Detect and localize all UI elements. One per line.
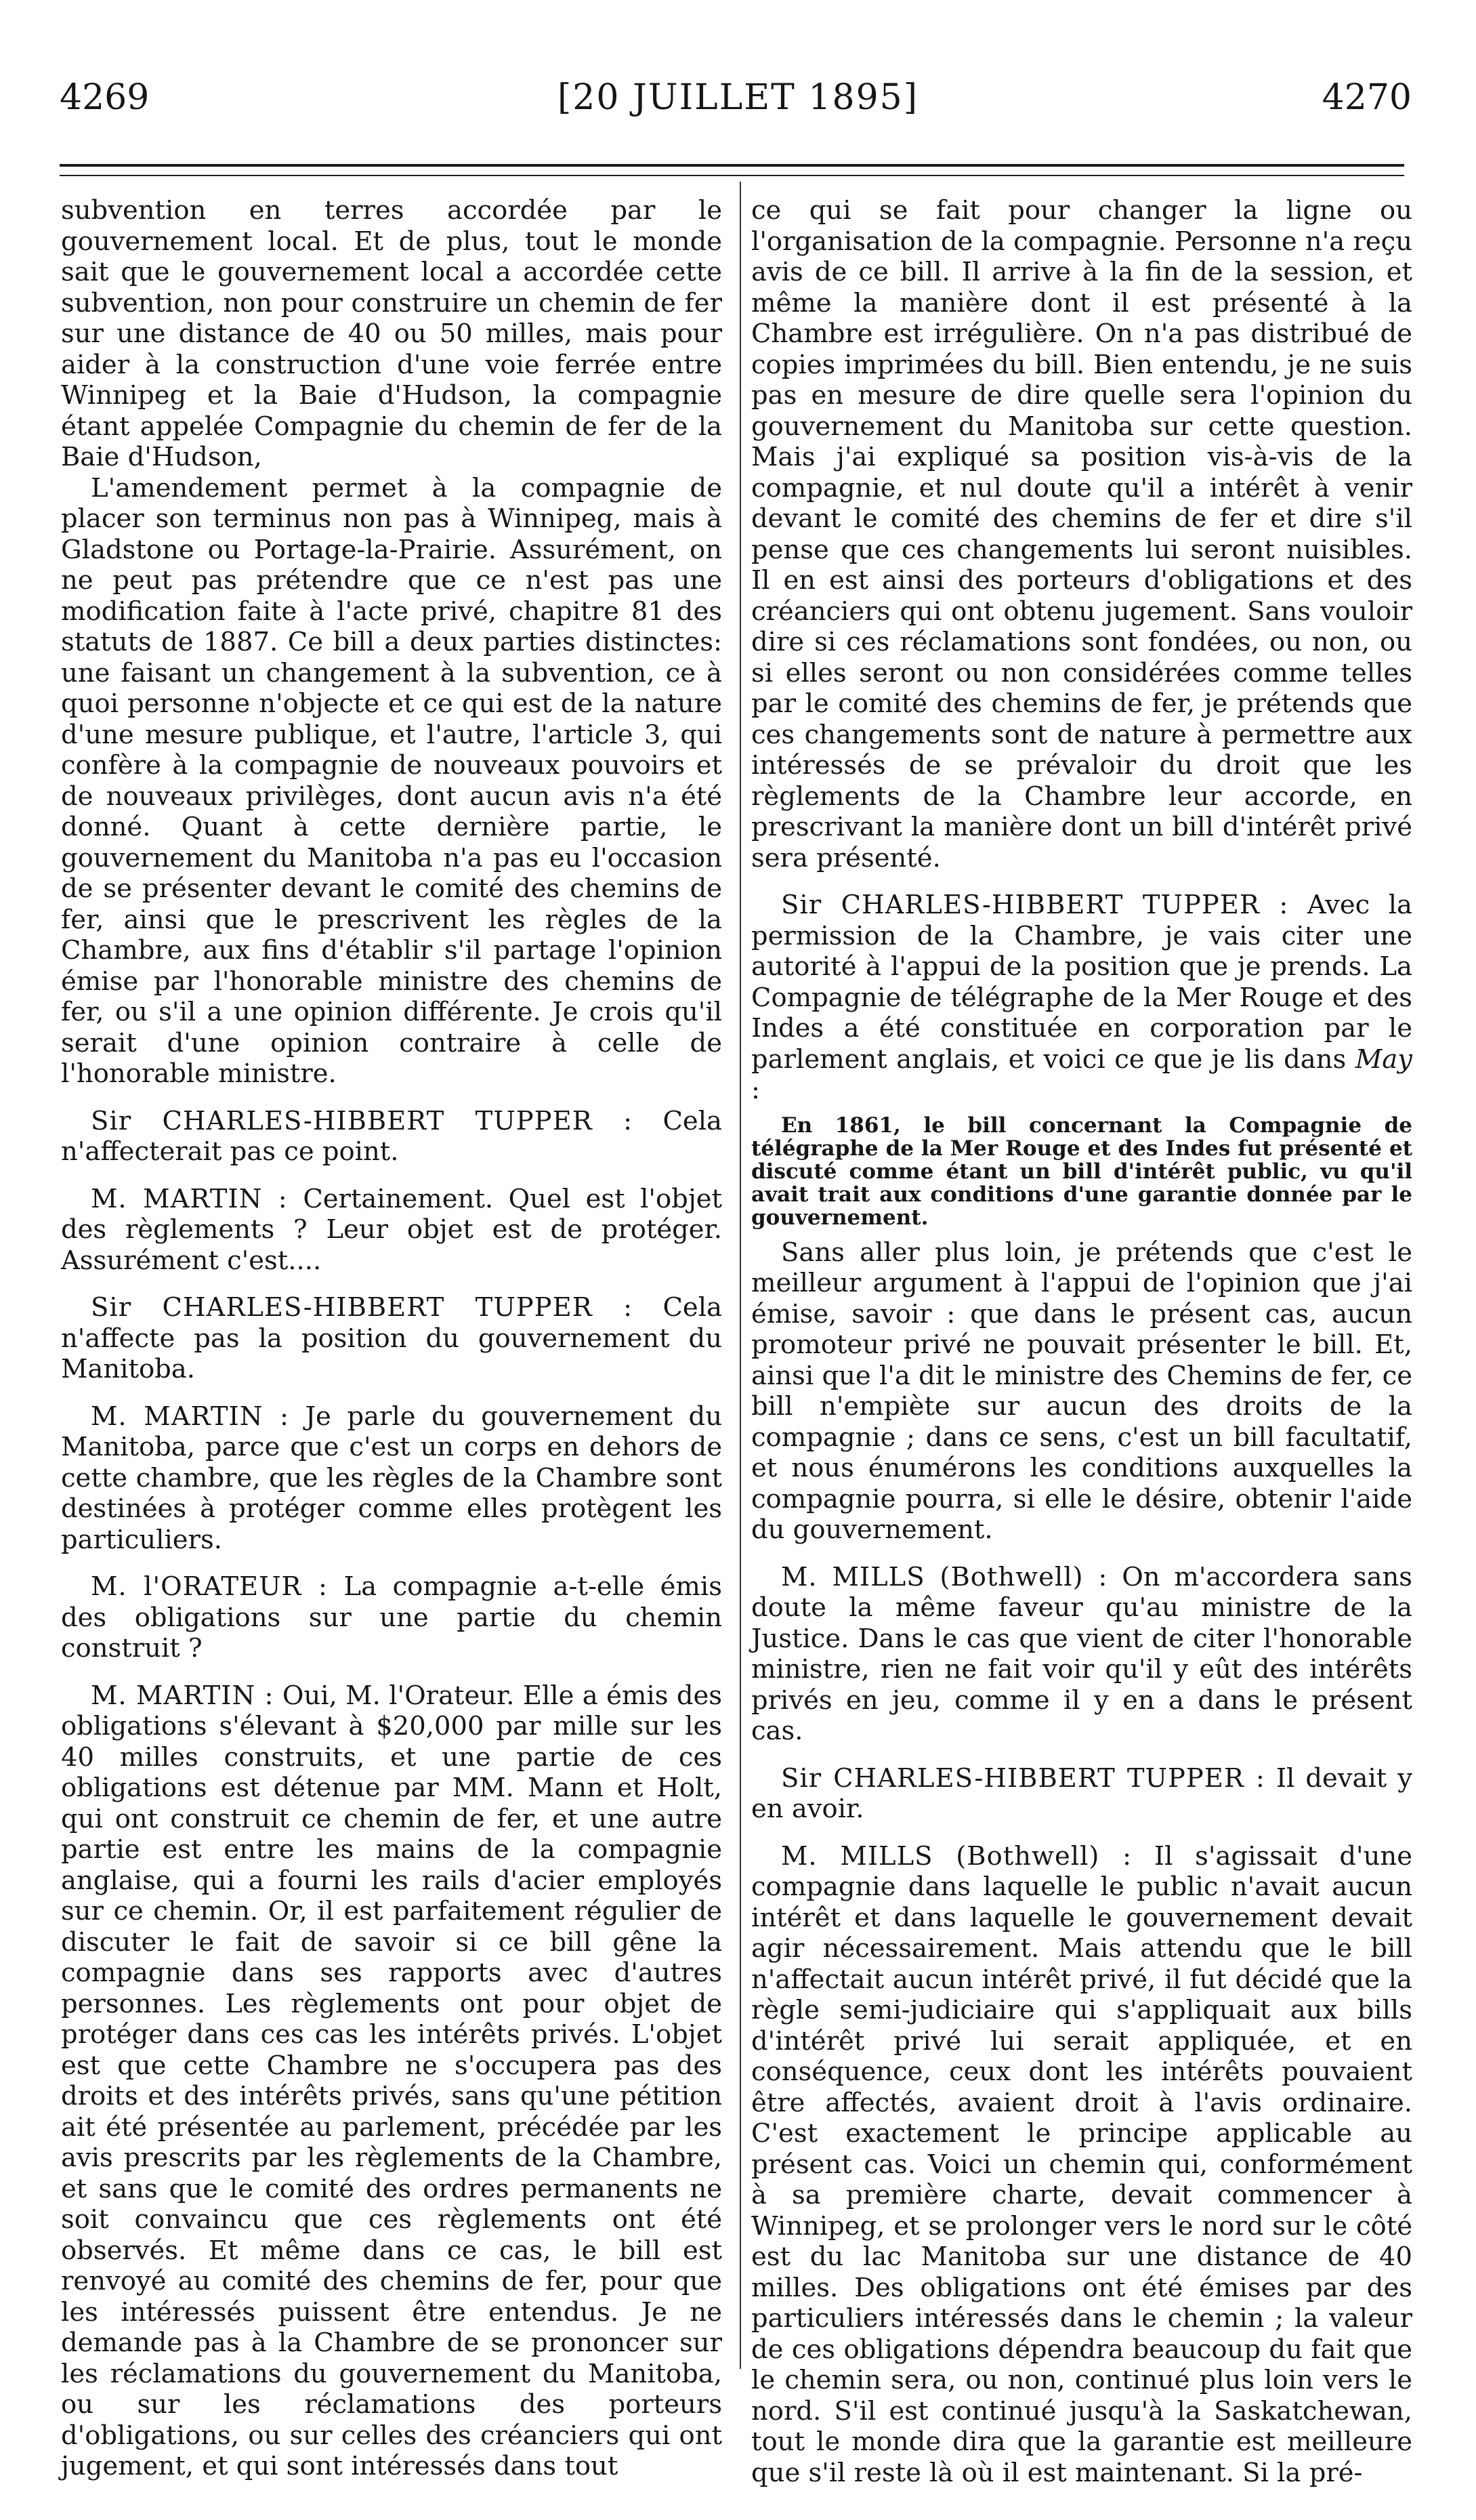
speech-text: La compagnie a-t-elle émis des obligations sur une partie du chemin construit ? (61, 1571, 722, 1664)
speech-paragraph (751, 1841, 1412, 2489)
page-number-left: 4269 (60, 77, 150, 118)
speech-text: Avec la permission de la Chambre, je vais citer une autorité à l'appui de la position que je prends. La Compagnie de télégraphe de la Mer Rouge et des Indes a été constituée en corporation par le parlement anglais, et voici ce que je lis dans (751, 890, 1412, 1075)
speaker-name: Sir CHARLES-HIBBERT TUPPER : (91, 1105, 633, 1136)
speaker-name: M. MARTIN : (91, 1680, 274, 1711)
speech-text: Il s'agissait d'une compagnie dans laquelle le public n'avait aucun intérêt et dans laquelle le gouvernement devait agir nécessairement. Mais attendu que le bill n'affectait aucun intérêt privé, il fut décidé que la règle semi-judiciaire qui s'appliquait aux bills d'intérêt privé lui serait appliquée, et en conséquence, ceux dont les intérêts pouvaient être affectés, avaient droit à l'avis ordinaire. C'est exactement le principe applicable au présent cas. Voici un chemin qui, conformément à sa première charte, devait commencer à Winnipeg, et se prolonger vers le nord sur le côté est du lac Manitoba sur une distance de 40 milles. Des obligations ont été émises par des particuliers intéressés dans le chemin ; la valeur de ces obligations dépendra beaucoup du fait que le chemin sera, ou non, continué plus loin vers le nord. S'il est continué jusqu'à la Saskatchewan, tout le monde dira que la garantie est meilleure que s'il reste là où il est maintenant. Si la pré- (751, 1840, 1412, 2488)
paragraph: L'amendement permet à la compagnie de placer son terminus non pas à Winnipeg, mais à Gladstone ou Portage-la-Prairie. Assurément, on ne peut pas prétendre que ce n'est pas une modification faite à l'acte privé, chapitre 81 des statuts de 1887. Ce bill a deux parties distinctes: une faisant un changement à la subvention, ce à quoi personne n'objecte et ce qui est de la nature d'une mesure publique, et l'autre, l'article 3, qui confère à la compagnie de nouveaux pouvoirs et de nouveaux privilèges, dont aucun avis n'a été donné. Quant à cette dernière partie, le gouvernement du Manitoba n'a pas eu l'occasion de se présenter devant le comité des chemins de fer, ainsi que le prescrivent les règles de la Chambre, aux fins d'établir s'il partage l'opinion émise par l'honorable ministre des chemins de fer, ou s'il a une opinion différente. Je crois qu'il serait d'une opinion contraire à celle de l'honorable ministre. (61, 472, 722, 1089)
speech-paragraph (61, 1680, 722, 2482)
header-rule-thick (60, 164, 1404, 167)
block-quote: En 1861, le bill concernant la Compagnie de télégraphe de la Mer Rouge et des Indes fut présenté et discuté comme étant un bill d'intérêt public, vu qu'il avait trait aux conditions d'une garantie donnée par le gouvernement. (751, 1113, 1412, 1230)
speaker-name: M. MARTIN : (91, 1401, 289, 1432)
speaker-name: M. MILLS (Bothwell) : (781, 1840, 1133, 1872)
speech-paragraph (61, 1184, 722, 1277)
paragraph: ce qui se fait pour changer la ligne ou l'organisation de la compagnie. Personne n'a reçu avis de ce bill. Il arrive à la fin de la session, et même la manière dont il est présenté à la Chambre est irrégulière. On n'a pas distribué de copies imprimées du bill. Bien entendu, je ne suis pas en mesure de dire quelle sera l'opinion du gouvernement du Manitoba sur cette question. Mais j'ai expliqué sa position vis-à-vis de la compagnie, et nul doute qu'il a intérêt à venir devant le comité des chemins de fer et dire s'il pense que ces changements lui seront nuisibles. Il en est ainsi des porteurs d'obligations et des créanciers qui ont obtenu jugement. Sans vouloir dire si ces réclamations sont fondées, ou non, ou si elles seront ou non considérées comme telles par le comité des chemins de fer, je prétends que ces changements sont de nature à permettre aux intéressés de se prévaloir du droit que les règlements de la Chambre leur accorde, en prescrivant la manière dont un bill d'intérêt privé sera présenté. (751, 195, 1412, 873)
page-date: [20 JUILLET 1895] (557, 77, 919, 118)
speech-paragraph (751, 890, 1412, 1106)
speaker-name: M. MARTIN : (91, 1183, 288, 1214)
speech-paragraph (61, 1292, 722, 1385)
speech-paragraph (61, 1401, 722, 1556)
paragraph: Sans aller plus loin, je prétends que c'est le meilleur argument à l'appui de l'opinion que j'ai émise, savoir : que dans le présent cas, aucun promoteur privé ne pouvait présenter le bill. Et, ainsi que l'a dit le ministre des Chemins de fer, ce bill n'empiète sur aucun des droits de la compagnie ; dans ce sens, c'est un bill facultatif, et nous énumérons les conditions auxquelles la compagnie pourra, si elle le désire, obtenir l'aide du gouvernement. (751, 1237, 1412, 1545)
page-number-right: 4270 (1322, 77, 1412, 118)
speech-paragraph (751, 1562, 1412, 1747)
speaker-name: Sir CHARLES-HIBBERT TUPPER : (91, 1292, 633, 1323)
speech-paragraph (751, 1763, 1412, 1825)
speaker-name: Sir CHARLES-HIBBERT TUPPER : (781, 1762, 1265, 1794)
speech-text: Certainement. Quel est l'objet des règlements ? Leur objet est de protéger. Assurément c'est.... (61, 1183, 723, 1276)
left-column (61, 195, 723, 2481)
speech-text: Il devait y en avoir. (751, 1762, 1412, 1824)
speech-text: On m'accordera sans doute la même faveur qu'au ministre de la Justice. Dans le cas que vient de citer l'honorable ministre, rien ne fait voir qu'il y eût des intérêts privés en jeu, comme il y en a dans le présent cas. (751, 1561, 1412, 1746)
italic-source: May (1355, 1044, 1412, 1075)
speech-text: Je parle du gouvernement du Manitoba, parce que c'est un corps en dehors de cette chambre, que les règles de la Chambre sont destinées à protéger comme elles protègent les particuliers. (61, 1401, 722, 1555)
speech-text: Cela n'affecte pas la position du gouvernement du Manitoba. (61, 1292, 722, 1384)
speaker-name: M. l'ORATEUR : (91, 1571, 329, 1602)
paragraph: subvention en terres accordée par le gouvernement local. Et de plus, tout le monde sait que le gouvernement local a accordée cette subvention, non pour construire un chemin de fer sur une distance de 40 ou 50 milles, mais pour aider à la construction d'une voie ferrée entre Winnipeg et la Baie d'Hudson, la compagnie étant appelée Compagnie du chemin de fer de la Baie d'Hudson, (61, 195, 722, 472)
speech-text: Cela n'affecterait pas ce point. (61, 1105, 722, 1167)
speaker-name: Sir CHARLES-HIBBERT TUPPER : (781, 890, 1289, 920)
speech-paragraph (61, 1106, 722, 1168)
header-rule-thin (60, 175, 1404, 176)
column-divider (740, 182, 741, 2369)
speech-tail: : (751, 1075, 760, 1105)
right-column (751, 195, 1412, 2488)
speech-text: Oui, M. l'Orateur. Elle a émis des obligations s'élevant à $20,000 par mille sur les 40 milles construits, et une partie de ces obligations est détenue par MM. Mann et Holt, qui ont construit ce chemin de fer, et une autre partie est entre les mains de la compagnie anglaise, qui a fourni les rails d'acier employés sur ce chemin. Or, il est parfaitement régulier de discuter le fait de savoir si ce bill gêne la compagnie dans ses rapports avec d'autres personnes. Les règlements ont pour objet de protéger dans ces cas les intérêts privés. L'objet est que cette Chambre ne s'occupera pas des droits et des intérêts privés, sans qu'une pétition ait été présentée au parlement, précédée par les avis prescrits par les règlements de la Chambre, et sans que le comité des ordres permanents ne soit convaincu que ces règlements ont été observés. Et même dans ce cas, le bill est renvoyé au comité des chemins de fer, pour que les intéressés puissent être entendus. Je ne demande pas à la Chambre de se prononcer sur les réclamations du gouvernement du Manitoba, ou sur les réclamations des porteurs d'obligations, ou sur celles des créanciers qui ont jugement, et qui sont intéressés dans tout (61, 1680, 723, 2481)
speaker-name: M. MILLS (Bothwell) : (781, 1561, 1108, 1592)
speech-paragraph (61, 1571, 722, 1664)
